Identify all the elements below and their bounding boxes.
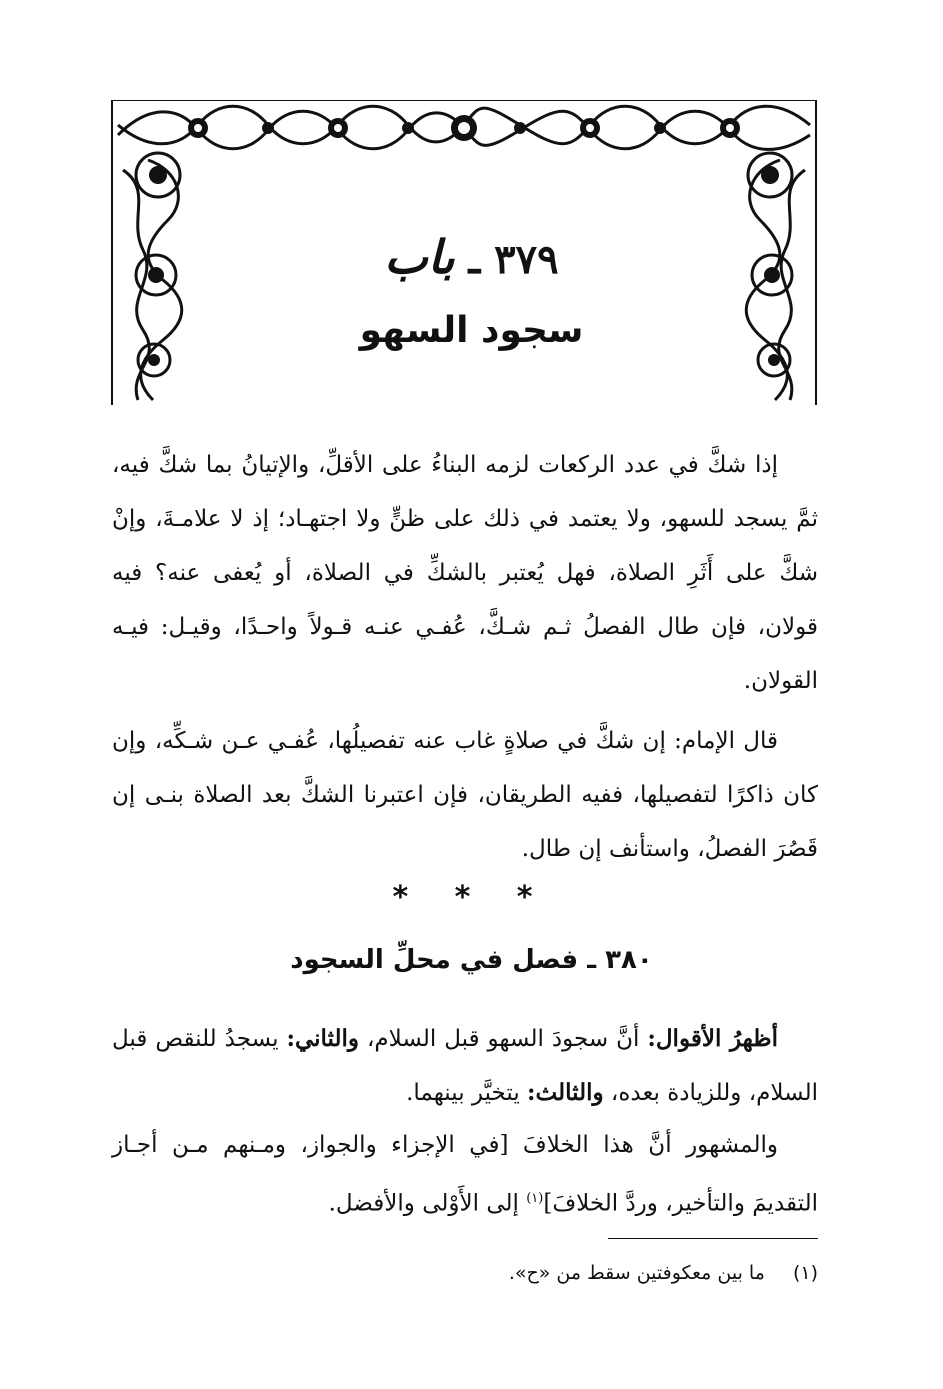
chapter-heading (0, 230, 943, 284)
footnote (112, 1262, 818, 1284)
p4-text-2: إلى الأَوْلى والأفضل. (328, 1190, 527, 1217)
p3-text-1: أنَّ سجودَ السهو قبل السلام، (358, 1026, 648, 1052)
paragraph-3 (112, 1012, 818, 1120)
section-separator: * * * (392, 880, 551, 915)
second-label: والثاني: (286, 1025, 359, 1052)
chapter-number: ٣٧٩ ـ (468, 236, 559, 283)
chapter-title: سجود السهو (359, 310, 584, 351)
chapter-word: باب (384, 230, 455, 284)
section-title: ٣٨٠ ـ فصل في محلِّ السجود (290, 945, 653, 975)
p3-text-3: يتخيَّر بينهما. (406, 1080, 528, 1106)
footnote-number: (١) (792, 1262, 818, 1284)
footnote-divider (608, 1238, 818, 1239)
paragraph-4 (112, 1118, 818, 1231)
paragraph-1: إذا شكَّ في عدد الركعات لزمه البناءُ على الأقلِّ، والإتيانُ بما شكَّ فيه، ثمَّ يسجد للسهو، ولا يعتمد في ذلك على ظنٍّ ولا اجتهـاد؛ إذ لا علامـةَ، وإنْ شكَّ على أَثَرِ الصلاة، فهل يُعتبر بالشكِّ في الصلاة، أو يُعفى عنه؟ فيه قولان، فإن طال الفصلُ ثـم شـكَّ، عُفـي عنـه قـولاً واحـدًا، وقيـل: فيـه القولان. (112, 452, 818, 694)
third-label: والثالث: (527, 1079, 604, 1106)
footnote-text: ما بين معكوفتين سقط من «ح». (508, 1262, 765, 1284)
p4-text-1: والمشهور أنَّ هذا الخلافَ [في الإجزاء والجواز، ومـنهم مـن أجـاز التقديمَ والتأخير، وردَّ الخلافَ] (112, 1132, 818, 1217)
p3-text-2: يسجدُ للنقص قبل السلام، وللزيادة بعده، (112, 1026, 818, 1106)
footnote-reference[interactable]: (١) (526, 1191, 544, 1206)
lead-label: أظهرُ الأقوال: (647, 1025, 778, 1052)
paragraph-2: قال الإمام: إن شكَّ في صلاةٍ غاب عنه تفصيلُها، عُفـي عـن شـكِّه، وإن كان ذاكرًا لتفصيلها، ففيه الطريقان، فإن اعتبرنا الشكَّ بعد الصلاة بنـى إن قَصُرَ الفصلُ، واستأنف إن طال. (112, 728, 818, 862)
